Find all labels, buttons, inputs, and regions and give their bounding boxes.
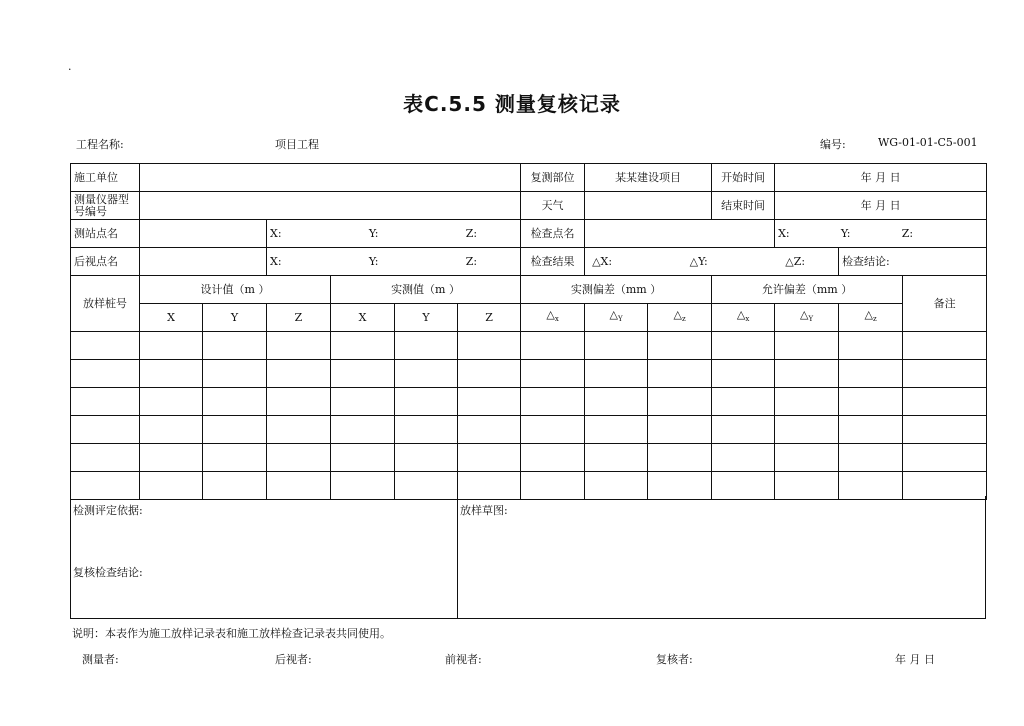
table-cell[interactable] bbox=[71, 444, 140, 472]
delta-y-label: △Y: bbox=[689, 254, 708, 268]
table-cell[interactable] bbox=[71, 388, 140, 416]
subscript-y: Y bbox=[617, 315, 623, 324]
table-cell[interactable] bbox=[458, 332, 521, 360]
check-y-label: Y: bbox=[840, 226, 851, 240]
table-cell[interactable] bbox=[521, 444, 585, 472]
table-cell[interactable] bbox=[775, 444, 839, 472]
table-cell[interactable] bbox=[203, 388, 267, 416]
table-cell[interactable] bbox=[267, 416, 331, 444]
station-point-label: 测站点名 bbox=[71, 220, 140, 248]
table-cell[interactable] bbox=[267, 444, 331, 472]
table-cell[interactable] bbox=[331, 388, 395, 416]
table-cell[interactable] bbox=[395, 332, 458, 360]
table-cell[interactable] bbox=[712, 360, 775, 388]
page-title: 表C.5.5 测量复核记录 bbox=[403, 92, 621, 116]
signature-date: 年 月 日 bbox=[895, 653, 935, 666]
backsight-x-label: X: bbox=[270, 254, 282, 268]
subscript-z: z bbox=[872, 315, 877, 324]
recheck-part-value[interactable]: 某某建设项目 bbox=[585, 164, 712, 192]
table-cell[interactable] bbox=[585, 332, 648, 360]
table-cell[interactable] bbox=[648, 444, 712, 472]
weather-field[interactable] bbox=[585, 192, 712, 220]
table-cell[interactable] bbox=[458, 388, 521, 416]
station-z-label: Z: bbox=[465, 226, 478, 240]
table-cell[interactable] bbox=[521, 332, 585, 360]
start-time-label: 开始时间 bbox=[712, 164, 775, 192]
delta-symbol: △ bbox=[609, 308, 618, 322]
instrument-label: 测量仪器型号编号 bbox=[71, 192, 140, 220]
delta-symbol: △ bbox=[673, 308, 682, 322]
bottom-section bbox=[70, 496, 986, 619]
table-cell[interactable] bbox=[203, 416, 267, 444]
table-row bbox=[71, 416, 987, 444]
table-cell[interactable] bbox=[839, 416, 903, 444]
subscript-z: z bbox=[681, 315, 686, 324]
table-cell[interactable] bbox=[775, 360, 839, 388]
table-cell[interactable] bbox=[331, 332, 395, 360]
table-cell[interactable] bbox=[140, 444, 203, 472]
allowed-deviation-header: 允许偏差（mm ） bbox=[712, 276, 903, 304]
instrument-field[interactable] bbox=[140, 192, 521, 220]
table-cell[interactable] bbox=[903, 416, 987, 444]
station-coords[interactable] bbox=[267, 220, 521, 248]
table-cell[interactable] bbox=[203, 332, 267, 360]
evaluation-panel bbox=[71, 496, 458, 618]
backsight-point-field[interactable] bbox=[140, 248, 267, 276]
delta-symbol: △ bbox=[546, 308, 555, 322]
table-cell[interactable] bbox=[903, 388, 987, 416]
table-cell[interactable] bbox=[203, 444, 267, 472]
delta-symbol: △ bbox=[800, 308, 809, 322]
table-cell[interactable] bbox=[839, 388, 903, 416]
table-cell[interactable] bbox=[331, 416, 395, 444]
table-cell[interactable] bbox=[331, 444, 395, 472]
table-row bbox=[71, 388, 987, 416]
table-cell[interactable] bbox=[458, 444, 521, 472]
table-cell[interactable] bbox=[839, 444, 903, 472]
data-rows bbox=[71, 332, 987, 500]
table-cell[interactable] bbox=[775, 332, 839, 360]
table-cell[interactable] bbox=[585, 416, 648, 444]
code-value: WG-01-01-C5-001 bbox=[878, 136, 978, 149]
allowed-dy-header bbox=[775, 304, 839, 332]
check-x-label: X: bbox=[778, 226, 790, 240]
table-cell[interactable] bbox=[458, 360, 521, 388]
table-cell[interactable] bbox=[903, 444, 987, 472]
sketch-label: 放样草图: bbox=[460, 504, 508, 517]
measured-y-header: Y bbox=[395, 304, 458, 332]
subscript-y: Y bbox=[808, 315, 814, 324]
check-result-label: 检查结果 bbox=[521, 248, 585, 276]
table-cell[interactable] bbox=[839, 332, 903, 360]
reviewer-label: 复核者: bbox=[656, 653, 693, 666]
foresight-person-label: 前视者: bbox=[445, 653, 482, 666]
table-cell[interactable] bbox=[585, 360, 648, 388]
table-cell[interactable] bbox=[585, 388, 648, 416]
allowed-dx-header bbox=[712, 304, 775, 332]
design-x-header: X bbox=[140, 304, 203, 332]
table-cell[interactable] bbox=[648, 332, 712, 360]
check-conclusion-label: 检查结论: bbox=[839, 248, 987, 276]
table-cell[interactable] bbox=[903, 360, 987, 388]
table-cell[interactable] bbox=[648, 416, 712, 444]
construction-unit-field[interactable] bbox=[140, 164, 521, 192]
code-label: 编号: bbox=[820, 138, 846, 151]
table-cell[interactable] bbox=[712, 444, 775, 472]
table-cell[interactable] bbox=[521, 360, 585, 388]
weather-label: 天气 bbox=[521, 192, 585, 220]
check-z-label: Z: bbox=[901, 226, 914, 240]
measured-x-header: X bbox=[331, 304, 395, 332]
delta-symbol: △ bbox=[864, 308, 873, 322]
table-cell[interactable] bbox=[648, 360, 712, 388]
allowed-dz-header bbox=[839, 304, 903, 332]
end-time-value[interactable]: 年 月 日 bbox=[775, 192, 987, 220]
table-cell[interactable] bbox=[458, 416, 521, 444]
table-cell[interactable] bbox=[712, 332, 775, 360]
recheck-part-label: 复测部位 bbox=[521, 164, 585, 192]
table-cell[interactable] bbox=[521, 416, 585, 444]
check-point-label: 检查点名 bbox=[521, 220, 585, 248]
table-cell[interactable] bbox=[203, 360, 267, 388]
backsight-person-label: 后视者: bbox=[275, 653, 312, 666]
station-point-field[interactable] bbox=[140, 220, 267, 248]
table-cell[interactable] bbox=[267, 332, 331, 360]
start-time-value[interactable]: 年 月 日 bbox=[775, 164, 987, 192]
backsight-y-label: Y: bbox=[368, 254, 379, 268]
project-name-value: 项目工程 bbox=[275, 138, 319, 151]
table-cell[interactable] bbox=[775, 416, 839, 444]
check-point-field[interactable] bbox=[585, 220, 775, 248]
table-cell[interactable] bbox=[71, 360, 140, 388]
backsight-coords[interactable] bbox=[267, 248, 521, 276]
table-cell[interactable] bbox=[71, 332, 140, 360]
backsight-point-label: 后视点名 bbox=[71, 248, 140, 276]
check-result-values[interactable] bbox=[585, 248, 839, 276]
delta-z-label: △Z: bbox=[785, 254, 806, 268]
sketch-panel[interactable] bbox=[458, 496, 985, 618]
design-y-header: Y bbox=[203, 304, 267, 332]
table-cell[interactable] bbox=[395, 416, 458, 444]
form-note: 说明：本表作为施工放样记录表和施工放样检查记录表共同使用。 bbox=[72, 627, 391, 640]
table-row bbox=[71, 332, 987, 360]
delta-x-label: △X: bbox=[592, 254, 613, 268]
table-cell[interactable] bbox=[140, 416, 203, 444]
table-cell[interactable] bbox=[71, 416, 140, 444]
evaluation-basis-label: 检测评定依据: bbox=[73, 504, 143, 517]
table-cell[interactable] bbox=[712, 388, 775, 416]
end-time-label: 结束时间 bbox=[712, 192, 775, 220]
deviation-dx-header bbox=[521, 304, 585, 332]
measured-z-header: Z bbox=[458, 304, 521, 332]
table-cell[interactable] bbox=[395, 444, 458, 472]
surveyor-label: 测量者: bbox=[82, 653, 119, 666]
table-cell[interactable] bbox=[140, 332, 203, 360]
table-cell[interactable] bbox=[267, 388, 331, 416]
construction-unit-label: 施工单位 bbox=[71, 164, 140, 192]
page-mark: . bbox=[68, 60, 72, 73]
recheck-conclusion-label: 复核检查结论: bbox=[73, 566, 143, 579]
table-row bbox=[71, 444, 987, 472]
measured-deviation-header: 实测偏差（mm ） bbox=[521, 276, 712, 304]
stake-number-header: 放样桩号 bbox=[71, 276, 140, 332]
table-cell[interactable] bbox=[903, 332, 987, 360]
backsight-z-label: Z: bbox=[465, 254, 478, 268]
survey-record-table bbox=[70, 163, 987, 500]
table-cell[interactable] bbox=[395, 388, 458, 416]
table-cell[interactable] bbox=[712, 416, 775, 444]
deviation-dy-header bbox=[585, 304, 648, 332]
table-cell[interactable] bbox=[521, 388, 585, 416]
design-value-header: 设计值（m ） bbox=[140, 276, 331, 304]
measured-value-header: 实测值（m ） bbox=[331, 276, 521, 304]
table-row bbox=[71, 360, 987, 388]
check-point-coords[interactable] bbox=[775, 220, 987, 248]
subscript-x: x bbox=[745, 315, 750, 324]
table-cell[interactable] bbox=[648, 388, 712, 416]
table-cell[interactable] bbox=[331, 360, 395, 388]
table-cell[interactable] bbox=[775, 388, 839, 416]
station-y-label: Y: bbox=[368, 226, 379, 240]
design-z-header: Z bbox=[267, 304, 331, 332]
project-name-label: 工程名称: bbox=[76, 138, 124, 151]
table-cell[interactable] bbox=[140, 388, 203, 416]
table-cell[interactable] bbox=[839, 360, 903, 388]
delta-symbol: △ bbox=[736, 308, 746, 322]
table-cell[interactable] bbox=[585, 444, 648, 472]
table-cell[interactable] bbox=[267, 360, 331, 388]
station-x-label: X: bbox=[270, 226, 282, 240]
table-cell[interactable] bbox=[395, 360, 458, 388]
remark-header: 备注 bbox=[903, 276, 987, 332]
table-cell[interactable] bbox=[140, 360, 203, 388]
subscript-x: x bbox=[554, 315, 559, 324]
deviation-dz-header bbox=[648, 304, 712, 332]
